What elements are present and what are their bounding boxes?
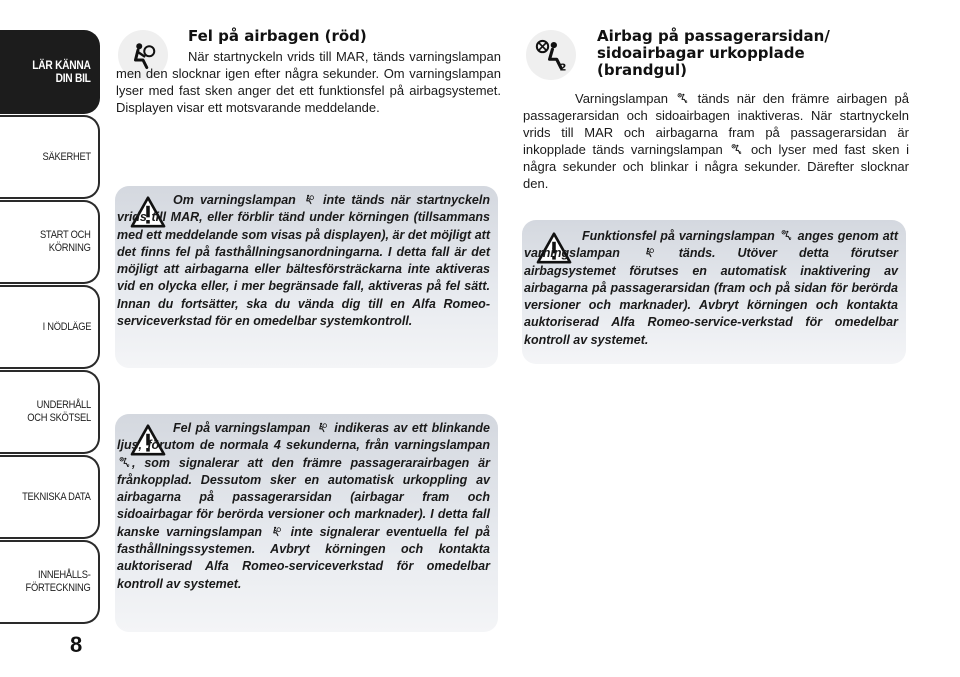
passenger-airbag-off-icon	[526, 30, 576, 80]
section-heading-airbag-fault: Fel på airbagen (röd)	[188, 27, 367, 45]
warning-text-part: indikeras av ett blinkande ljus, förutom de normala 4 sekunderna, från varningslampan	[117, 421, 490, 453]
sidebar-navigation	[0, 0, 108, 677]
section-heading-passenger-airbag: Airbag på passagerarsidan/ sidoairbagar urkopplade (brandgul)	[597, 27, 830, 79]
paragraph-part: Varningslampan	[575, 91, 668, 106]
paragraph-passenger-airbag	[523, 90, 909, 192]
airbag-warning-icon	[317, 421, 328, 433]
page-number: 8	[70, 632, 83, 657]
paragraph-part: och lyser med fast sken i några sekunder och blinkar i några sekunder. Därefter slocknar den.	[523, 142, 909, 191]
passenger-airbag-off-icon	[677, 92, 688, 104]
warning-text-part: Funktionsfel på varningslampan	[582, 229, 775, 243]
tab-label: SÄKERHET	[42, 150, 91, 163]
airbag-warning-icon	[271, 525, 282, 537]
warning-text-part: anges genom att varningslampan	[524, 229, 898, 261]
paragraph-airbag-fault: När startnyckeln vrids till MAR, tänds varningslampan men den slocknar igen efter några sekunder. Om varningslampan lyser med fast sken anger det ett funktionsfel på airbagsystemet. Displayen visar ett motsvarande meddelande.	[116, 49, 501, 115]
tab-label: UNDERHÅLL OCH SKÖTSEL	[27, 399, 91, 424]
passenger-airbag-off-icon	[119, 456, 130, 468]
tab-label: LÄR KÄNNA DIN BIL	[32, 58, 91, 85]
warning-text-3	[524, 228, 898, 349]
tab-start-och-korning[interactable]	[0, 200, 100, 284]
tab-label: I NÖDLÄGE	[42, 320, 91, 333]
airbag-warning-icon	[304, 193, 315, 205]
passenger-airbag-off-icon	[731, 143, 742, 155]
tab-sakerhet[interactable]	[0, 115, 100, 199]
tab-label: INNEHÅLLS- FÖRTECKNING	[25, 569, 91, 594]
warning-text-part: Fel på varningslampan	[173, 421, 311, 435]
passenger-airbag-off-icon	[781, 229, 792, 241]
paragraph-part: tänds när den främre airbagen på passagerarsidan och sidoairbagen inaktiveras. När startnyckeln vrids till MAR och airbagarna fram på passagerarsidan är inkopplade tänds varningslampan	[523, 91, 909, 157]
warning-text-part: inte tänds när startnyckeln vrids till MAR, eller förblir tänd under körningen (tillsammans med ett meddelande som visas på displayen), är det möjligt att det finns fel på fasthållningsanordningarna. I detta fall är det möjligt att airbagarna eller bältesförsträckarna inte aktiveras vid en olycka eller, i mer begränsade fall, aktiveras på fel sätt. Innan du fortsätter, ska du vända dig till en Alfa Romeo-serviceverkstad för en omedelbar systemkontroll.	[117, 193, 490, 329]
warning-text-1	[117, 192, 490, 330]
warning-text-part: , som signalerar att den främre passagerarairbagen är frånkopplad. Dessutom sker en automatisk urkoppling av airbagarna på passagerarsidan (airbagar fram och sidoairbagar för berörda versioner och marknader). I detta fall kanske varningslampan	[117, 455, 490, 539]
tab-underhall-och-skotsel[interactable]	[0, 370, 100, 454]
tab-lar-kanna-din-bil[interactable]	[0, 30, 100, 114]
tab-tekniska-data[interactable]	[0, 455, 100, 539]
warning-text-part: tänds. Utöver detta förutser airbagsystemet förutses en automatisk inaktivering av airbagarna på passagerarsidan (fram och på sidan för berörda versioner och marknader). Avbryt körningen och kontakta auktoriserad Alfa Romeo-service-verkstad för omedelbar kontroll av systemet.	[524, 246, 898, 347]
warning-text-2	[117, 420, 490, 593]
tab-label: START OCH KÖRNING	[40, 229, 91, 254]
tab-i-nodlage[interactable]	[0, 285, 100, 369]
tab-innehallsforteckning[interactable]	[0, 540, 100, 624]
warning-text-part: Om varningslampan	[173, 193, 296, 207]
tab-label: TEKNISKA DATA	[22, 490, 91, 503]
airbag-warning-icon	[644, 246, 655, 258]
warning-text-part: inte signalerar eventuella fel på fasthållningssystemen. Avbryt körningen och kontakta auktoriserad Alfa Romeo-serviceverkstad för omedelbar kontroll av systemet.	[117, 524, 490, 591]
